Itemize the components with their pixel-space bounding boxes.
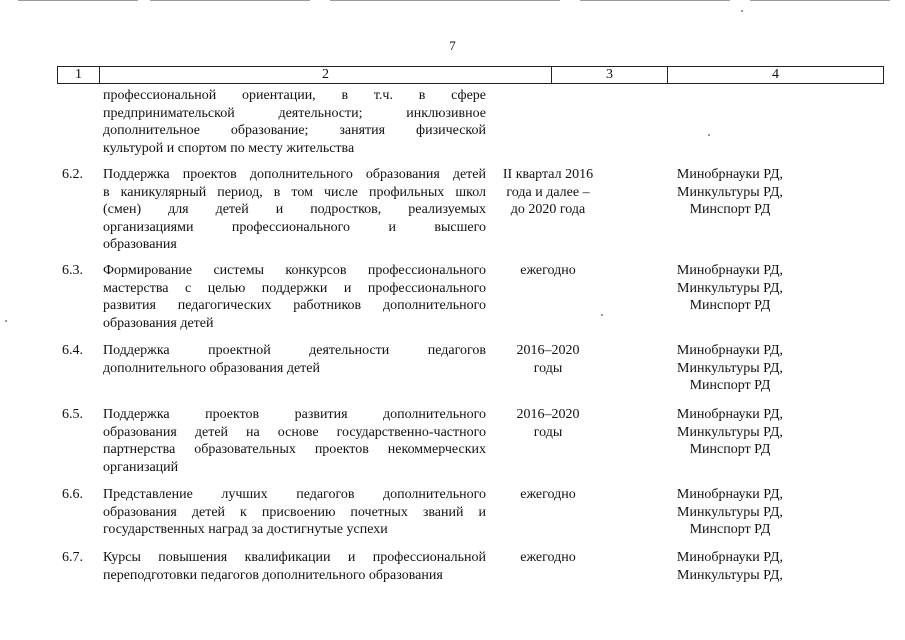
row-term bbox=[492, 549, 604, 567]
executor-line: Минобрнауки РД, bbox=[676, 263, 784, 278]
scan-speck bbox=[5, 320, 7, 322]
term-line: годы bbox=[533, 424, 563, 440]
executor-line: Минкультуры РД, bbox=[677, 424, 783, 440]
row-term bbox=[492, 262, 604, 280]
row-description bbox=[103, 166, 486, 254]
scan-speck bbox=[741, 10, 743, 12]
row-number: 6.2. bbox=[62, 167, 83, 182]
term-line: до 2020 года bbox=[510, 202, 586, 217]
term-line: ежегодно bbox=[520, 550, 576, 565]
description-line: мастерства с целью поддержки и профессионального bbox=[103, 280, 486, 296]
row-term bbox=[492, 406, 604, 441]
executor-line: Минобрнауки РД, bbox=[676, 550, 784, 565]
header-col-2: 2 bbox=[100, 67, 552, 83]
description-line: образования детей к присвоению почетных званий и bbox=[103, 504, 486, 520]
executor-line: Минкультуры РД, bbox=[677, 504, 783, 520]
row-description bbox=[103, 262, 486, 332]
description-line: предпринимательской деятельности; инклюзивное bbox=[103, 105, 486, 121]
scan-speck bbox=[708, 134, 710, 136]
row-executors bbox=[618, 406, 842, 459]
executor-line: Минобрнауки РД, bbox=[676, 407, 784, 422]
term-line: года и далее – bbox=[506, 184, 590, 200]
row-description bbox=[103, 342, 486, 377]
row-description bbox=[103, 406, 486, 476]
executor-line: Минспорт РД bbox=[689, 298, 771, 313]
description-line: образования детей на основе государственно-частного bbox=[103, 424, 486, 440]
term-line: ежегодно bbox=[520, 487, 576, 502]
executor-line: Минспорт РД bbox=[689, 202, 771, 217]
description-line: Поддержка проектов развития дополнительного bbox=[103, 407, 486, 422]
executor-line: Минкультуры РД, bbox=[677, 184, 783, 200]
row-description bbox=[103, 549, 486, 584]
executor-line: Минспорт РД bbox=[689, 378, 771, 393]
header-col-4: 4 bbox=[772, 67, 779, 82]
executor-line: Минобрнауки РД, bbox=[676, 343, 784, 358]
description-line: в каникулярный период, в том числе профильных школ bbox=[103, 184, 486, 200]
description-line: профессиональной ориентации, в т.ч. в сфере bbox=[103, 88, 486, 103]
row-executors bbox=[618, 262, 842, 315]
row-number: 6.3. bbox=[62, 263, 83, 278]
page-number: 7 bbox=[449, 38, 456, 53]
description-line: образования bbox=[103, 237, 177, 252]
description-line: развития педагогических работников дополнительного bbox=[103, 298, 486, 313]
description-line: Поддержка проектной деятельности педагогов bbox=[103, 343, 486, 358]
row-term bbox=[492, 486, 604, 504]
description-line: Курсы повышения квалификации и профессиональной bbox=[103, 550, 486, 565]
row-term bbox=[492, 342, 604, 377]
description-line: организаций bbox=[103, 459, 179, 475]
row-description bbox=[103, 486, 486, 539]
executor-line: Минкультуры РД, bbox=[677, 360, 783, 376]
description-line: Поддержка проектов дополнительного образования детей bbox=[103, 167, 486, 182]
term-line: II квартал 2016 bbox=[502, 167, 594, 182]
description-line: дополнительного образования детей bbox=[103, 360, 320, 376]
header-col-1: 1 bbox=[58, 67, 100, 83]
description-line: образования детей bbox=[103, 315, 214, 331]
term-line: 2016–2020 bbox=[516, 343, 580, 358]
row-number: 6.6. bbox=[62, 487, 83, 502]
term-line: годы bbox=[533, 360, 563, 376]
header-col-3: 3 bbox=[552, 67, 668, 83]
row-number: 6.4. bbox=[62, 343, 83, 358]
description-line: организациями профессионального и высшего bbox=[103, 219, 486, 235]
row-executors bbox=[618, 549, 842, 584]
table-header bbox=[57, 66, 884, 84]
executor-line: Минспорт РД bbox=[689, 522, 771, 537]
row-description bbox=[103, 87, 486, 157]
description-line: государственных наград за достигнутые успехи bbox=[103, 522, 388, 537]
description-line: переподготовки педагогов дополнительного образования bbox=[103, 567, 443, 583]
row-number: 6.7. bbox=[62, 550, 83, 565]
page-top-rule bbox=[0, 0, 905, 2]
row-executors bbox=[618, 486, 842, 539]
description-line: культурой и спортом по месту жительства bbox=[103, 140, 355, 156]
description-line: Представление лучших педагогов дополнительного bbox=[103, 487, 486, 502]
executor-line: Минкультуры РД, bbox=[677, 280, 783, 296]
executor-line: Минкультуры РД, bbox=[677, 567, 783, 583]
description-line: дополнительное образование; занятия физической bbox=[103, 123, 486, 138]
row-term bbox=[492, 166, 604, 219]
description-line: Формирование системы конкурсов профессионального bbox=[103, 263, 486, 278]
executor-line: Минобрнауки РД, bbox=[676, 487, 784, 502]
executor-line: Минобрнауки РД, bbox=[676, 167, 784, 182]
executor-line: Минспорт РД bbox=[689, 442, 771, 457]
scan-speck bbox=[601, 314, 603, 316]
term-line: 2016–2020 bbox=[516, 407, 580, 422]
description-line: партнерства образовательных проектов некоммерческих bbox=[103, 442, 486, 457]
row-executors bbox=[618, 342, 842, 395]
term-line: ежегодно bbox=[520, 263, 576, 278]
description-line: (смен) для детей и подростков, реализуемых bbox=[103, 202, 486, 217]
row-number: 6.5. bbox=[62, 407, 83, 422]
row-executors bbox=[618, 166, 842, 219]
